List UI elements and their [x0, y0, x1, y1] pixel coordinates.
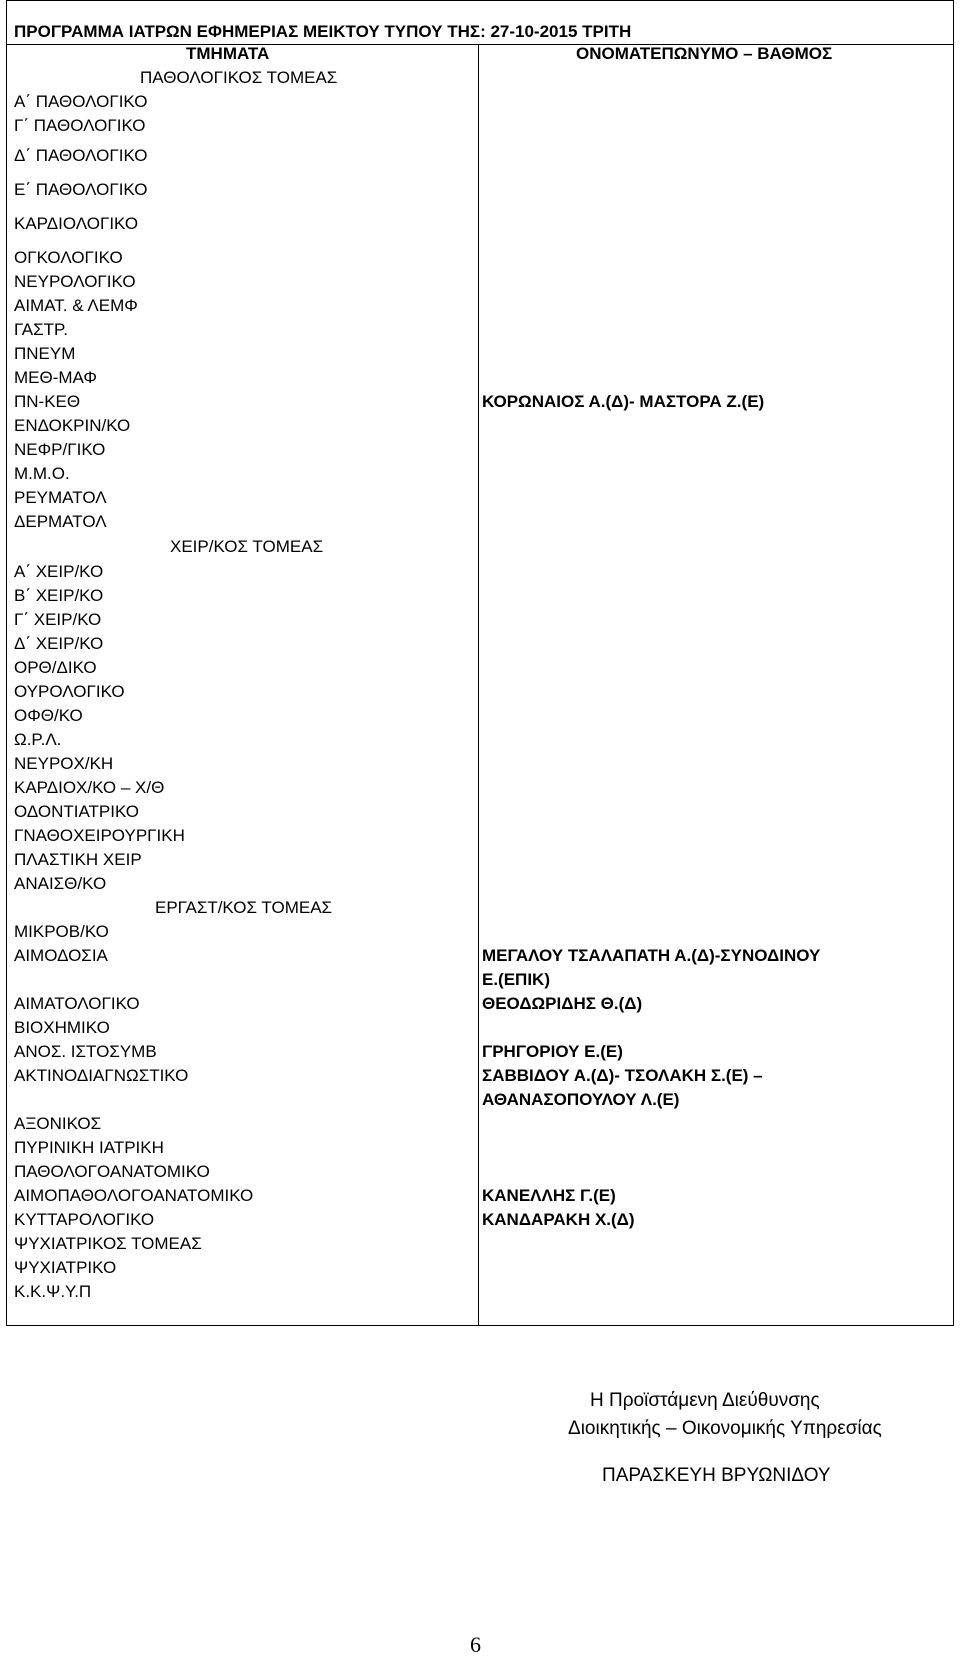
doctor-cell: ΚΑΝΕΛΛΗΣ Γ.(Ε) — [482, 1186, 616, 1205]
signature-title-line2: Διοικητικής – Οικονομικής Υπηρεσίας — [568, 1418, 882, 1439]
page-number: 6 — [470, 1632, 481, 1657]
department-cell: ΟΔΟΝΤΙΑΤΡΙΚΟ — [14, 802, 140, 821]
department-cell: ΓΝΑΘΟΧΕΙΡΟΥΡΓΙΚΗ — [14, 826, 185, 845]
department-cell: ΟΥΡΟΛΟΓΙΚΟ — [14, 682, 125, 701]
department-cell: Α΄ ΧΕΙΡ/ΚΟ — [14, 562, 104, 581]
department-cell: Δ΄ ΧΕΙΡ/ΚΟ — [14, 634, 104, 653]
department-cell: ΝΕΥΡΟΧ/ΚΗ — [14, 754, 114, 773]
doctor-cell: ΚΑΝΔΑΡΑΚΗ Χ.(Δ) — [482, 1210, 635, 1229]
department-cell: ΡΕΥΜΑΤΟΛ — [14, 488, 107, 507]
department-cell: ΑΙΜΑΤΟΛΟΓΙΚΟ — [14, 994, 140, 1013]
header-departments: ΤΜΗΜΑΤΑ — [186, 44, 270, 63]
department-cell: ΚΑΡΔΙΟΧ/ΚΟ – Χ/Θ — [14, 778, 165, 797]
department-cell: ΜΙΚΡΟΒ/ΚΟ — [14, 922, 109, 941]
column-divider — [478, 44, 479, 1326]
department-cell: Γ΄ ΧΕΙΡ/ΚΟ — [14, 610, 102, 629]
department-cell: ΝΕΥΡΟΛΟΓΙΚΟ — [14, 272, 136, 291]
department-cell: ΓΑΣΤΡ. — [14, 320, 68, 339]
department-cell: ΜΕΘ-ΜΑΦ — [14, 368, 97, 387]
department-cell: ΠΝ-ΚΕΘ — [14, 392, 81, 411]
department-cell: ΔΕΡΜΑΤΟΛ — [14, 512, 107, 531]
department-cell: ΑΞΟΝΙΚΟΣ — [14, 1114, 102, 1133]
doctor-cell-continued: ΑΘΑΝΑΣΟΠΟΥΛΟΥ Λ.(Ε) — [482, 1090, 680, 1109]
department-cell: Ω.Ρ.Λ. — [14, 730, 62, 749]
department-cell: ΠΑΘΟΛΟΓΙΚΟΣ ΤΟΜΕΑΣ — [140, 68, 338, 87]
document-title: ΠΡΟΓΡΑΜΜΑ ΙΑΤΡΩΝ ΕΦΗΜΕΡΙΑΣ ΜΕΙΚΤΟΥ ΤΥΠΟΥ ΤΗΣ: 27-10-2015 ΤΡΙΤΗ — [14, 22, 632, 41]
department-cell: Ε΄ ΠΑΘΟΛΟΓΙΚΟ — [14, 180, 148, 199]
department-cell: ΠΑΘΟΛΟΓΟΑΝΑΤΟΜΙΚΟ — [14, 1162, 210, 1181]
doctor-cell: ΘΕΟΔΩΡΙΔΗΣ Θ.(Δ) — [482, 994, 643, 1013]
department-cell: ΠΥΡΙΝΙΚΗ ΙΑΤΡΙΚΗ — [14, 1138, 164, 1157]
department-cell: Α΄ ΠΑΘΟΛΟΓΙΚΟ — [14, 92, 148, 111]
signature-title-line1: Η Προϊστάμενη Διεύθυνσης — [590, 1390, 820, 1411]
doctor-cell-continued: Ε.(ΕΠΙΚ) — [482, 970, 550, 989]
department-cell: ΚΥΤΤΑΡΟΛΟΓΙΚΟ — [14, 1210, 155, 1229]
department-cell: ΠΛΑΣΤΙΚΗ ΧΕΙΡ — [14, 850, 142, 869]
department-cell: Γ΄ ΠΑΘΟΛΟΓΙΚΟ — [14, 116, 146, 135]
department-cell: ΕΝΔΟΚΡΙΝ/ΚΟ — [14, 416, 131, 435]
doctor-cell: ΣΑΒΒΙΔΟΥ Α.(Δ)- ΤΣΟΛΑΚΗ Σ.(Ε) – — [482, 1066, 763, 1085]
department-cell: ΚΑΡΔΙΟΛΟΓΙΚΟ — [14, 214, 139, 233]
department-cell: ΧΕΙΡ/ΚΟΣ ΤΟΜΕΑΣ — [170, 537, 324, 556]
table-border — [6, 0, 954, 1326]
signature-name: ΠΑΡΑΣΚΕΥΗ ΒΡΥΩΝΙΔΟΥ — [602, 1465, 831, 1486]
doctor-cell: ΓΡΗΓΟΡΙΟΥ Ε.(Ε) — [482, 1042, 623, 1061]
department-cell: Μ.Μ.Ο. — [14, 464, 70, 483]
department-cell: ΕΡΓΑΣΤ/ΚΟΣ ΤΟΜΕΑΣ — [155, 898, 333, 917]
department-cell: ΠΝΕΥΜ — [14, 344, 76, 363]
department-cell: ΑΙΜΟΠΑΘΟΛΟΓΟΑΝΑΤΟΜΙΚΟ — [14, 1186, 254, 1205]
department-cell: ΑΝΟΣ. ΙΣΤΟΣΥΜΒ — [14, 1042, 157, 1061]
department-cell: Κ.Κ.Ψ.Υ.Π — [14, 1282, 92, 1301]
department-cell: ΨΥΧΙΑΤΡΙΚΟΣ ΤΟΜΕΑΣ — [14, 1234, 202, 1253]
doctor-cell: ΚΟΡΩΝΑΙΟΣ Α.(Δ)- ΜΑΣΤΟΡΑ Ζ.(Ε) — [482, 392, 765, 411]
department-cell: ΝΕΦΡ/ΓΙΚΟ — [14, 440, 106, 459]
department-cell: Β΄ ΧΕΙΡ/ΚΟ — [14, 586, 104, 605]
department-cell: ΑΝΑΙΣΘ/ΚΟ — [14, 874, 107, 893]
header-names: ΟΝΟΜΑΤΕΠΩΝΥΜΟ – ΒΑΘΜΟΣ — [576, 44, 833, 63]
department-cell: ΟΓΚΟΛΟΓΙΚΟ — [14, 248, 123, 267]
doctor-cell: ΜΕΓΑΛΟΥ ΤΣΑΛΑΠΑΤΗ Α.(Δ)-ΣΥΝΟΔΙΝΟΥ — [482, 946, 821, 965]
department-cell: ΟΦΘ/ΚΟ — [14, 706, 83, 725]
department-cell: ΑΙΜΑΤ. & ΛΕΜΦ — [14, 296, 138, 315]
department-cell: ΑΙΜΟΔΟΣΙΑ — [14, 946, 108, 965]
department-cell: ΟΡΘ/ΔΙΚΟ — [14, 658, 97, 677]
department-cell: ΑΚΤΙΝΟΔΙΑΓΝΩΣΤΙΚΟ — [14, 1066, 189, 1085]
department-cell: Δ΄ ΠΑΘΟΛΟΓΙΚΟ — [14, 146, 148, 165]
department-cell: ΒΙΟΧΗΜΙΚΟ — [14, 1018, 110, 1037]
department-cell: ΨΥΧΙΑΤΡΙΚΟ — [14, 1258, 117, 1277]
